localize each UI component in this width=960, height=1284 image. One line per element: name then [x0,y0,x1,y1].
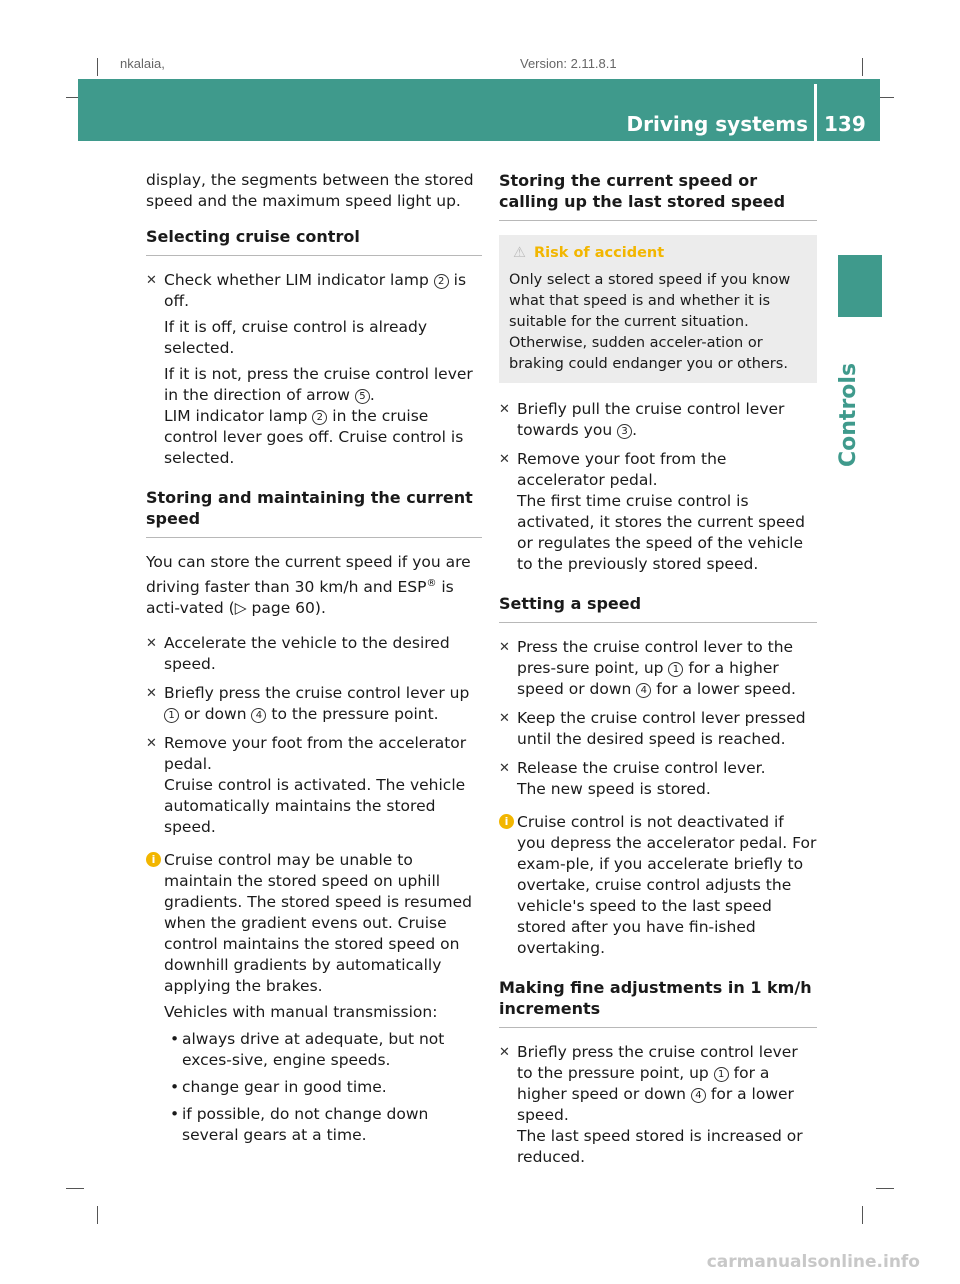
callout-number: 4 [691,1088,706,1103]
crop-mark [97,58,98,76]
step: ✕ Briefly pull the cruise control lever towards you 3 . [499,400,785,439]
step-arrow-icon: ✕ [499,452,510,467]
heading-storing-calling: Storing the current speed or calling up the last stored speed [499,170,817,221]
warning-box [499,235,817,383]
step-detail: If it is not, press the cruise control lever in the direction of arrow 5 . [164,365,473,404]
side-tab-label: Controls [836,362,861,467]
step-arrow-icon: ✕ [499,761,510,776]
section-title: Driving systems [626,112,808,136]
callout-number: 1 [714,1067,729,1082]
crop-mark [876,1188,894,1189]
page-reference[interactable]: ▷ page 60 [234,599,315,618]
callout-number: 1 [668,662,683,677]
callout-number: 5 [355,389,370,404]
step-detail: The new speed is stored. [517,780,711,798]
heading-setting-speed: Setting a speed [499,593,817,623]
intro-text: display, the segments between the stored speed and the maximum speed light up. [146,171,474,210]
callout-number: 1 [164,708,179,723]
step-arrow-icon: ✕ [146,736,157,752]
warning-text: Only select a stored speed if you know what that speed is and whether it is suitable for the current situation. Otherwise, sudden acceler-ation or braking could endanger you or others. [509,272,791,372]
right-column [499,170,817,1176]
watermark: carmanualsonline.info [706,1252,920,1272]
header-meta-right: Version: 2.11.8.1 [520,56,617,71]
heading-fine-adjustments: Making fine adjustments in 1 km/h increments [499,977,817,1028]
callout-number: 3 [617,424,632,439]
step: ✕ Press the cruise control lever to the pres-sure point, up 1 for a higher speed or down 4 for a lower speed. [499,638,796,698]
step-arrow-icon: ✕ [146,273,157,288]
header-separator [814,84,817,141]
info-note: i Cruise control is not deactivated if you depress the accelerator pedal. For exam-ple, if you accelerate briefly to overtake, cruise control adjusts the vehicle's speed to the last speed stored after you have fin-ished overtaking. [499,812,817,959]
step: ✕ Release the cruise control lever. The new speed is stored. [499,758,817,800]
step-arrow-icon: ✕ [146,686,157,702]
step-arrow-icon: ✕ [146,636,157,652]
step: ✕ Remove your foot from the accelerator pedal. Cruise control is activated. The vehicle automatically maintains the stored speed. [146,733,482,838]
callout-number: 2 [434,274,449,289]
heading-storing: Storing and maintaining the current speed [146,487,482,538]
step: ✕ Briefly press the cruise control lever to the pressure point, up 1 for a higher speed or down 4 for a lower speed. The last speed stored is increased or reduced. [499,1042,817,1168]
crop-mark [862,58,863,76]
step-detail: Cruise control is activated. The vehicle automatically maintains the stored speed. [164,776,466,837]
storing-intro: You can store the current speed if you are driving faster than 30 km/h and ESP® is acti-vated (▷ page 60). [146,553,471,618]
step: ✕ Accelerate the vehicle to the desired speed. [146,634,450,674]
bullet-item: • always drive at adequate, but not exces-sive, engine speeds. [170,1030,445,1070]
info-icon: i [146,852,161,867]
step-detail: LIM indicator lamp 2 in the cruise control lever goes off. Cruise control is selected. [164,407,464,467]
step-detail: The first time cruise control is activated, it stores the current speed or regulates the speed of the vehicle to the previously stored speed. [517,492,805,573]
step-arrow-icon: ✕ [499,402,510,417]
step: ✕ Check whether LIM indicator lamp 2 is off. If it is off, cruise control is already selected. If it is not, press the cruise control lever in the direction of arrow 5 . LIM indicator lamp 2 in the cruise control lever goes off. Cruise control is selected. [146,270,482,469]
step: ✕ Keep the cruise control lever pressed until the desired speed is reached. [499,709,806,748]
step-arrow-icon: ✕ [499,640,510,655]
callout-number: 4 [251,708,266,723]
crop-mark [97,1206,98,1224]
header-meta-left: nkalaia, [120,56,165,71]
side-tab [838,255,882,317]
crop-mark [862,1206,863,1224]
step-arrow-icon: ✕ [499,711,510,726]
step-detail: The last speed stored is increased or reduced. [517,1127,803,1166]
info-icon: i [499,814,514,829]
bullet-item: • change gear in good time. [170,1078,387,1097]
callout-number: 4 [636,683,651,698]
bullet-item: • if possible, do not change down several gears at a time. [170,1105,429,1145]
left-column [146,170,482,1158]
page-number: 139 [824,112,866,136]
step-detail: If it is off, cruise control is already selected. [164,318,428,357]
step: ✕ Remove your foot from the accelerator pedal. The first time cruise control is activated, it stores the current speed or regulates the speed of the vehicle to the previously stored speed. [499,449,817,575]
warning-triangle-icon: ⚠ [513,245,526,261]
step-arrow-icon: ✕ [499,1045,510,1060]
heading-selecting-cruise: Selecting cruise control [146,226,482,256]
step: ✕ Briefly press the cruise control lever up 1 or down 4 to the pressure point. [146,684,470,724]
crop-mark [66,1188,84,1189]
warning-title: ⚠ Risk of accident [513,245,665,261]
info-note: i Cruise control may be unable to maintain the stored speed on uphill gradients. The stored speed is resumed when the gradient evens out. Cruise control maintains the stored speed on downhill gradients by automatically applying the brakes. Vehicles with manual transmission: • always drive at adequate, but not exces-sive, engine speeds. • change gear in good time. • if possible, do not change down several gears at a time. [146,850,482,1146]
callout-number: 2 [312,410,327,425]
